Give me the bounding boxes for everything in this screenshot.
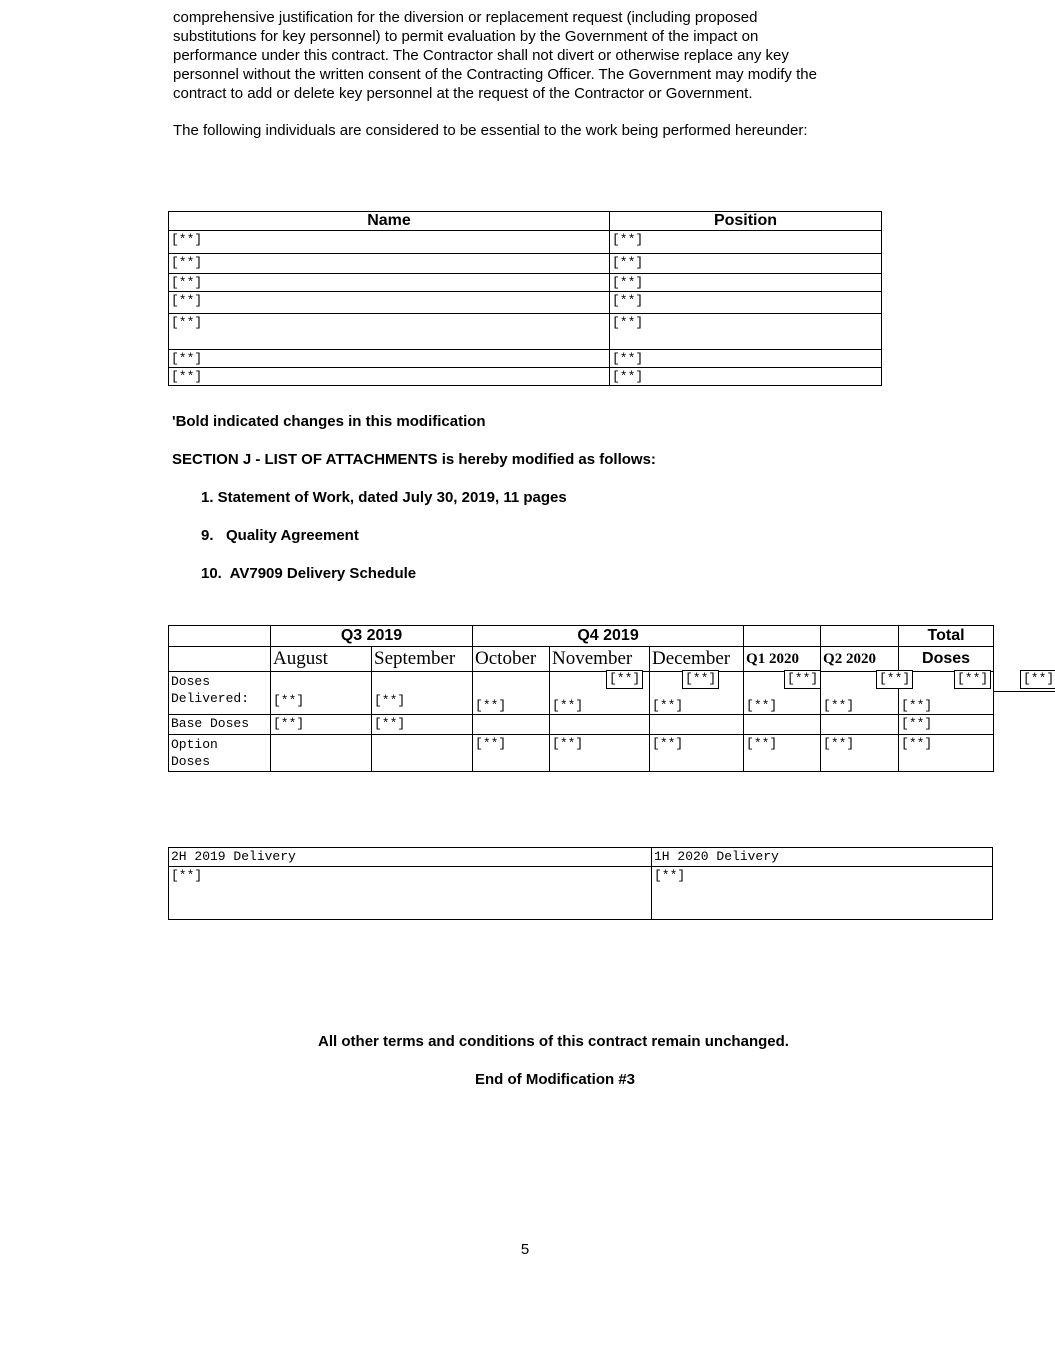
option-doses-label-line1: Option — [171, 737, 218, 752]
redaction-box: [**] — [954, 670, 991, 689]
base-doses-row — [169, 715, 994, 735]
q1-option-doses: [**] — [744, 735, 821, 772]
position-cell: [**] — [610, 368, 882, 386]
table-row — [169, 274, 882, 292]
redaction-box: [**] — [1020, 670, 1055, 689]
attachment-item: 10. AV7909 Delivery Schedule — [201, 565, 417, 582]
quarter-header-row — [169, 626, 994, 647]
name-cell: [**] — [169, 350, 610, 368]
table-row — [169, 368, 882, 386]
position-header: Position — [610, 212, 882, 231]
oct-option-doses: [**] — [473, 735, 550, 772]
dec-base-doses — [650, 715, 744, 735]
q2-option-doses: [**] — [821, 735, 899, 772]
attachment-item: 9. Quality Agreement — [201, 527, 359, 544]
redaction-box: [**] — [876, 670, 913, 689]
q1-doses-delivered: [**] — [744, 672, 821, 715]
table-overflow-line — [993, 691, 1055, 692]
intro-line-5: contract to add or delete key personnel at the request of the Contractor or Government. — [173, 85, 753, 102]
half-year-header-row — [169, 848, 993, 867]
position-cell: [**] — [610, 254, 882, 274]
name-cell: [**] — [169, 368, 610, 386]
q1-base-doses — [744, 715, 821, 735]
bold-change-note: 'Bold indicated changes in this modification — [172, 413, 486, 430]
q3-2019-header: Q3 2019 — [271, 626, 473, 647]
aug-base-doses: [**] — [271, 715, 372, 735]
name-cell: [**] — [169, 254, 610, 274]
empty-label-header — [169, 647, 271, 672]
intro-paragraph — [173, 8, 893, 103]
position-cell: [**] — [610, 231, 882, 254]
december-header: December — [650, 647, 744, 672]
doses-header: Doses — [899, 647, 994, 672]
aug-option-doses — [271, 735, 372, 772]
position-cell: [**] — [610, 292, 882, 314]
page-number: 5 — [520, 1241, 530, 1258]
name-cell: [**] — [169, 274, 610, 292]
doses-delivered-label-line2: Delivered: — [171, 691, 250, 706]
november-header: November — [550, 647, 650, 672]
sep-base-doses: [**] — [372, 715, 473, 735]
intro-line-3: performance under this contract. The Contractor shall not divert or otherwise replace any key — [173, 47, 789, 64]
end-of-modification: End of Modification #3 — [475, 1071, 635, 1088]
august-header: August — [271, 647, 372, 672]
attachment-item: 1. Statement of Work, dated July 30, 2019, 11 pages — [201, 489, 567, 506]
oct-doses-delivered: [**] — [473, 672, 550, 715]
doses-delivered-label — [169, 672, 271, 715]
half-year-value-row — [169, 867, 993, 920]
option-doses-label — [169, 735, 271, 772]
empty-q2-header — [821, 626, 899, 647]
h1-2020-header: 1H 2020 Delivery — [652, 848, 993, 867]
total-doses-delivered: [**] — [899, 672, 994, 715]
table-row — [169, 314, 882, 350]
redaction-box: [**] — [784, 670, 821, 689]
doses-delivered-label-line1: Doses — [171, 674, 211, 689]
intro-line-1: comprehensive justification for the diversion or replacement request (including proposed — [173, 9, 758, 26]
redaction-box: [**] — [682, 670, 719, 689]
month-header-row — [169, 647, 994, 672]
h1-2020-value: [**] — [652, 867, 993, 920]
q2-base-doses — [821, 715, 899, 735]
half-year-delivery-table — [168, 847, 993, 920]
unchanged-statement: All other terms and conditions of this contract remain unchanged. — [318, 1033, 789, 1050]
position-cell: [**] — [610, 350, 882, 368]
sep-doses-delivered: [**] — [372, 672, 473, 715]
base-doses-label: Base Doses — [169, 715, 271, 735]
aug-doses-delivered: [**] — [271, 672, 372, 715]
essential-statement: The following individuals are considered to be essential to the work being performed hereunder: — [173, 122, 808, 139]
table-header-row — [169, 212, 882, 231]
oct-base-doses — [473, 715, 550, 735]
table-row — [169, 350, 882, 368]
total-header: Total — [899, 626, 994, 647]
q2-2020-header: Q2 2020 — [821, 647, 899, 672]
table-row — [169, 292, 882, 314]
position-cell: [**] — [610, 274, 882, 292]
table-row — [169, 231, 882, 254]
nov-base-doses — [550, 715, 650, 735]
total-base-doses: [**] — [899, 715, 994, 735]
section-j-heading: SECTION J - LIST OF ATTACHMENTS is hereby modified as follows: — [172, 451, 656, 468]
empty-q1-header — [744, 626, 821, 647]
option-doses-label-line2: Doses — [171, 754, 211, 769]
name-cell: [**] — [169, 314, 610, 350]
doses-delivered-row — [169, 672, 994, 715]
sep-option-doses — [372, 735, 473, 772]
position-cell: [**] — [610, 314, 882, 350]
september-header: September — [372, 647, 473, 672]
intro-line-2: substitutions for key personnel) to permit evaluation by the Government of the impact on — [173, 28, 759, 45]
name-cell: [**] — [169, 292, 610, 314]
q1-2020-header: Q1 2020 — [744, 647, 821, 672]
redaction-box: [**] — [606, 670, 643, 689]
h2-2019-header: 2H 2019 Delivery — [169, 848, 652, 867]
q4-2019-header: Q4 2019 — [473, 626, 744, 647]
name-cell: [**] — [169, 231, 610, 254]
dec-option-doses: [**] — [650, 735, 744, 772]
dec-doses-delivered: [**] — [650, 672, 744, 715]
option-doses-row — [169, 735, 994, 772]
october-header: October — [473, 647, 550, 672]
nov-doses-delivered: [**] — [550, 672, 650, 715]
empty-corner — [169, 626, 271, 647]
total-option-doses: [**] — [899, 735, 994, 772]
intro-line-4: personnel without the written consent of the Contracting Officer. The Government may modify the — [173, 66, 817, 83]
h2-2019-value: [**] — [169, 867, 652, 920]
delivery-schedule-table — [168, 625, 994, 772]
table-row — [169, 254, 882, 274]
nov-option-doses: [**] — [550, 735, 650, 772]
name-header: Name — [169, 212, 610, 231]
q2-doses-delivered: [**] — [821, 672, 899, 715]
key-personnel-table — [168, 211, 882, 386]
